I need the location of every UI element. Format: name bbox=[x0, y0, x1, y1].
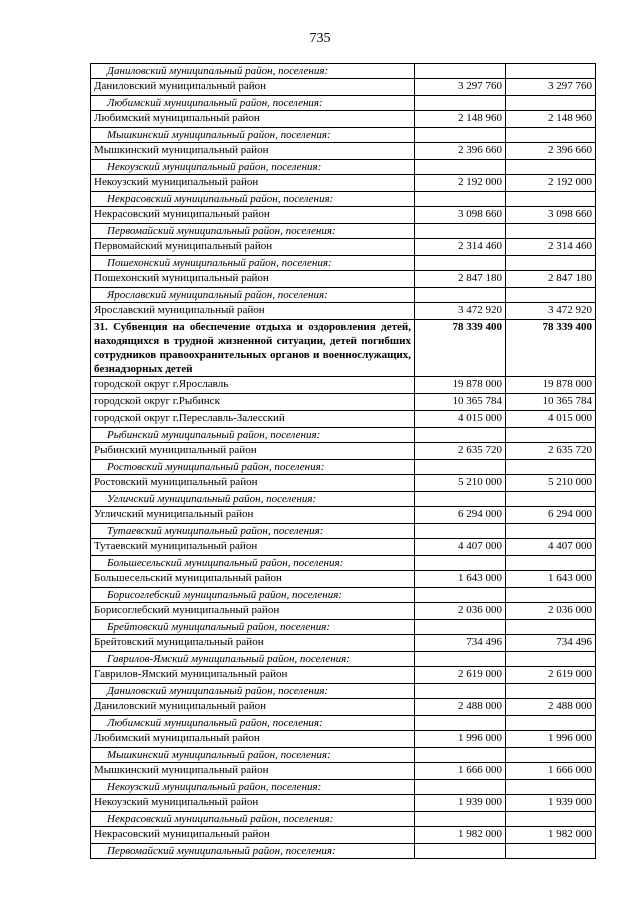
row-value-1: 4 407 000 bbox=[415, 539, 506, 556]
row-value-1: 2 847 180 bbox=[415, 271, 506, 288]
row-value-2 bbox=[506, 556, 596, 571]
row-name: Мышкинский муниципальный район bbox=[91, 763, 415, 780]
row-value-1: 2 148 960 bbox=[415, 111, 506, 128]
row-value-2: 2 192 000 bbox=[506, 175, 596, 192]
subheader-row bbox=[91, 492, 596, 507]
subheader-row bbox=[91, 844, 596, 859]
row-value-2 bbox=[506, 64, 596, 79]
row-name: Угличский муниципальный район bbox=[91, 507, 415, 524]
row-value-2: 10 365 784 bbox=[506, 394, 596, 411]
subheader-row bbox=[91, 96, 596, 111]
row-name: Мышкинский муниципальный район bbox=[91, 143, 415, 160]
row-value-2: 1 666 000 bbox=[506, 763, 596, 780]
row-value-2: 1 982 000 bbox=[506, 827, 596, 844]
row-value-2: 1 996 000 bbox=[506, 731, 596, 748]
row-value-2 bbox=[506, 256, 596, 271]
row-name: Даниловский муниципальный район, поселения: bbox=[91, 684, 415, 699]
row-value-2 bbox=[506, 524, 596, 539]
subheader-row bbox=[91, 684, 596, 699]
table-row bbox=[91, 111, 596, 128]
row-name: Брейтовский муниципальный район, поселения: bbox=[91, 620, 415, 635]
row-value-2: 2 396 660 bbox=[506, 143, 596, 160]
row-value-1 bbox=[415, 588, 506, 603]
row-value-2 bbox=[506, 160, 596, 175]
table-row bbox=[91, 507, 596, 524]
table-row bbox=[91, 827, 596, 844]
row-value-2 bbox=[506, 288, 596, 303]
row-name: городской округ г.Переславль-Залесский bbox=[91, 411, 415, 428]
table-row bbox=[91, 411, 596, 428]
row-value-2 bbox=[506, 492, 596, 507]
row-value-2: 1 939 000 bbox=[506, 795, 596, 812]
subheader-row bbox=[91, 128, 596, 143]
row-value-1: 1 939 000 bbox=[415, 795, 506, 812]
row-value-1 bbox=[415, 524, 506, 539]
row-value-1: 19 878 000 bbox=[415, 377, 506, 394]
row-value-2: 3 472 920 bbox=[506, 303, 596, 320]
table-row bbox=[91, 699, 596, 716]
row-value-2 bbox=[506, 192, 596, 207]
table-row bbox=[91, 79, 596, 96]
table-row bbox=[91, 394, 596, 411]
table-row bbox=[91, 635, 596, 652]
subheader-row bbox=[91, 460, 596, 475]
row-value-1 bbox=[415, 96, 506, 111]
row-value-2: 2 488 000 bbox=[506, 699, 596, 716]
row-value-1 bbox=[415, 844, 506, 859]
subheader-row bbox=[91, 224, 596, 239]
row-value-1: 2 036 000 bbox=[415, 603, 506, 620]
row-value-2 bbox=[506, 844, 596, 859]
row-value-1: 4 015 000 bbox=[415, 411, 506, 428]
subheader-row bbox=[91, 160, 596, 175]
row-value-1 bbox=[415, 492, 506, 507]
row-value-2 bbox=[506, 652, 596, 667]
row-value-1: 1 666 000 bbox=[415, 763, 506, 780]
row-name: Первомайский муниципальный район, поселения: bbox=[91, 224, 415, 239]
row-value-2 bbox=[506, 588, 596, 603]
subheader-row bbox=[91, 556, 596, 571]
subheader-row bbox=[91, 716, 596, 731]
row-value-1 bbox=[415, 224, 506, 239]
row-value-2 bbox=[506, 224, 596, 239]
row-name: Любимский муниципальный район, поселения: bbox=[91, 716, 415, 731]
table-row bbox=[91, 443, 596, 460]
table-row bbox=[91, 795, 596, 812]
row-value-2: 5 210 000 bbox=[506, 475, 596, 492]
budget-table bbox=[90, 63, 596, 859]
row-name: Некоузский муниципальный район bbox=[91, 795, 415, 812]
row-name: Гаврилов-Ямский муниципальный район, поселения: bbox=[91, 652, 415, 667]
row-name: Даниловский муниципальный район, поселения: bbox=[91, 64, 415, 79]
row-name: Большесельский муниципальный район bbox=[91, 571, 415, 588]
row-name: Некрасовский муниципальный район bbox=[91, 207, 415, 224]
row-value-1 bbox=[415, 256, 506, 271]
row-value-2: 78 339 400 bbox=[506, 320, 596, 377]
table-row bbox=[91, 207, 596, 224]
row-value-1 bbox=[415, 460, 506, 475]
row-name: городской округ г.Рыбинск bbox=[91, 394, 415, 411]
table-row bbox=[91, 731, 596, 748]
row-name: Тутаевский муниципальный район, поселения: bbox=[91, 524, 415, 539]
row-value-1: 2 314 460 bbox=[415, 239, 506, 256]
subheader-row bbox=[91, 812, 596, 827]
table-row bbox=[91, 377, 596, 394]
subheader-row bbox=[91, 780, 596, 795]
row-value-2: 3 098 660 bbox=[506, 207, 596, 224]
subheader-row bbox=[91, 652, 596, 667]
table-row bbox=[91, 667, 596, 684]
row-value-1 bbox=[415, 716, 506, 731]
row-value-2 bbox=[506, 128, 596, 143]
row-value-1: 2 635 720 bbox=[415, 443, 506, 460]
table-row bbox=[91, 271, 596, 288]
row-value-1 bbox=[415, 428, 506, 443]
row-name: Гаврилов-Ямский муниципальный район bbox=[91, 667, 415, 684]
row-value-1: 2 619 000 bbox=[415, 667, 506, 684]
row-value-2: 19 878 000 bbox=[506, 377, 596, 394]
row-name: Рыбинский муниципальный район, поселения: bbox=[91, 428, 415, 443]
row-name: Некрасовский муниципальный район, поселения: bbox=[91, 192, 415, 207]
table-row bbox=[91, 475, 596, 492]
row-value-2: 2 314 460 bbox=[506, 239, 596, 256]
subheader-row bbox=[91, 192, 596, 207]
row-value-1 bbox=[415, 780, 506, 795]
row-value-2: 2 847 180 bbox=[506, 271, 596, 288]
row-value-2: 2 635 720 bbox=[506, 443, 596, 460]
row-name: Большесельский муниципальный район, поселения: bbox=[91, 556, 415, 571]
row-name: Брейтовский муниципальный район bbox=[91, 635, 415, 652]
row-value-1 bbox=[415, 64, 506, 79]
row-value-2: 2 036 000 bbox=[506, 603, 596, 620]
row-value-2 bbox=[506, 428, 596, 443]
row-value-1: 3 297 760 bbox=[415, 79, 506, 96]
row-name: Ярославский муниципальный район, поселения: bbox=[91, 288, 415, 303]
subheader-row bbox=[91, 64, 596, 79]
row-value-1 bbox=[415, 684, 506, 699]
row-value-1 bbox=[415, 160, 506, 175]
row-value-1 bbox=[415, 812, 506, 827]
row-value-1: 5 210 000 bbox=[415, 475, 506, 492]
row-name: Ростовский муниципальный район bbox=[91, 475, 415, 492]
table-row bbox=[91, 539, 596, 556]
table-row bbox=[91, 239, 596, 256]
table-row bbox=[91, 571, 596, 588]
row-value-1: 6 294 000 bbox=[415, 507, 506, 524]
row-value-2 bbox=[506, 684, 596, 699]
row-name: Некоузский муниципальный район, поселения: bbox=[91, 160, 415, 175]
subheader-row bbox=[91, 288, 596, 303]
table-row bbox=[91, 143, 596, 160]
row-value-1: 2 192 000 bbox=[415, 175, 506, 192]
row-value-1 bbox=[415, 748, 506, 763]
row-value-1 bbox=[415, 288, 506, 303]
row-name: Борисоглебский муниципальный район, поселения: bbox=[91, 588, 415, 603]
table-row bbox=[91, 603, 596, 620]
row-value-1: 78 339 400 bbox=[415, 320, 506, 377]
table-row bbox=[91, 175, 596, 192]
row-value-1: 2 396 660 bbox=[415, 143, 506, 160]
row-value-1: 1 996 000 bbox=[415, 731, 506, 748]
row-value-2 bbox=[506, 620, 596, 635]
row-value-2: 2 619 000 bbox=[506, 667, 596, 684]
row-name: Рыбинский муниципальный район bbox=[91, 443, 415, 460]
row-name: Любимский муниципальный район bbox=[91, 731, 415, 748]
row-name: Пошехонский муниципальный район bbox=[91, 271, 415, 288]
row-value-2: 3 297 760 bbox=[506, 79, 596, 96]
subheader-row bbox=[91, 588, 596, 603]
row-name: Некоузский муниципальный район, поселения: bbox=[91, 780, 415, 795]
row-value-2 bbox=[506, 812, 596, 827]
row-name: 31. Субвенция на обеспечение отдыха и оздоровления детей, находящихся в трудной жизненной ситуации, детей погибших сотрудников правоохранительных органов и военнослужащих, безнадзорных детей bbox=[91, 320, 415, 377]
subheader-row bbox=[91, 428, 596, 443]
row-name: Даниловский муниципальный район bbox=[91, 79, 415, 96]
table-row bbox=[91, 303, 596, 320]
row-value-1: 3 472 920 bbox=[415, 303, 506, 320]
row-name: Борисоглебский муниципальный район bbox=[91, 603, 415, 620]
row-value-1: 2 488 000 bbox=[415, 699, 506, 716]
row-value-1: 1 643 000 bbox=[415, 571, 506, 588]
row-value-2 bbox=[506, 780, 596, 795]
row-name: Некрасовский муниципальный район, поселения: bbox=[91, 812, 415, 827]
row-name: Даниловский муниципальный район bbox=[91, 699, 415, 716]
row-value-2: 734 496 bbox=[506, 635, 596, 652]
row-value-2: 4 015 000 bbox=[506, 411, 596, 428]
page-number: 735 bbox=[309, 31, 331, 46]
subheader-row bbox=[91, 620, 596, 635]
row-value-2: 1 643 000 bbox=[506, 571, 596, 588]
row-name: Угличский муниципальный район, поселения: bbox=[91, 492, 415, 507]
row-value-1: 3 098 660 bbox=[415, 207, 506, 224]
section-row bbox=[91, 320, 596, 377]
row-value-2 bbox=[506, 96, 596, 111]
row-name: Некрасовский муниципальный район bbox=[91, 827, 415, 844]
row-name: Тутаевский муниципальный район bbox=[91, 539, 415, 556]
row-value-2: 6 294 000 bbox=[506, 507, 596, 524]
row-name: Некоузский муниципальный район bbox=[91, 175, 415, 192]
row-value-1: 1 982 000 bbox=[415, 827, 506, 844]
row-name: Ярославский муниципальный район bbox=[91, 303, 415, 320]
row-name: Ростовский муниципальный район, поселения: bbox=[91, 460, 415, 475]
row-name: городской округ г.Ярославль bbox=[91, 377, 415, 394]
row-value-2 bbox=[506, 748, 596, 763]
row-value-1 bbox=[415, 620, 506, 635]
row-value-1 bbox=[415, 556, 506, 571]
row-value-2: 2 148 960 bbox=[506, 111, 596, 128]
row-name: Пошехонский муниципальный район, поселения: bbox=[91, 256, 415, 271]
row-value-2 bbox=[506, 716, 596, 731]
row-value-2: 4 407 000 bbox=[506, 539, 596, 556]
row-name: Первомайский муниципальный район, поселения: bbox=[91, 844, 415, 859]
subheader-row bbox=[91, 256, 596, 271]
row-value-2 bbox=[506, 460, 596, 475]
row-name: Мышкинский муниципальный район, поселения: bbox=[91, 748, 415, 763]
row-name: Любимский муниципальный район bbox=[91, 111, 415, 128]
row-value-1: 10 365 784 bbox=[415, 394, 506, 411]
row-value-1: 734 496 bbox=[415, 635, 506, 652]
row-name: Любимский муниципальный район, поселения: bbox=[91, 96, 415, 111]
subheader-row bbox=[91, 748, 596, 763]
row-name: Первомайский муниципальный район bbox=[91, 239, 415, 256]
subheader-row bbox=[91, 524, 596, 539]
row-value-1 bbox=[415, 652, 506, 667]
budget-table-body bbox=[91, 64, 596, 859]
table-row bbox=[91, 763, 596, 780]
row-value-1 bbox=[415, 128, 506, 143]
row-name: Мышкинский муниципальный район, поселения: bbox=[91, 128, 415, 143]
row-value-1 bbox=[415, 192, 506, 207]
